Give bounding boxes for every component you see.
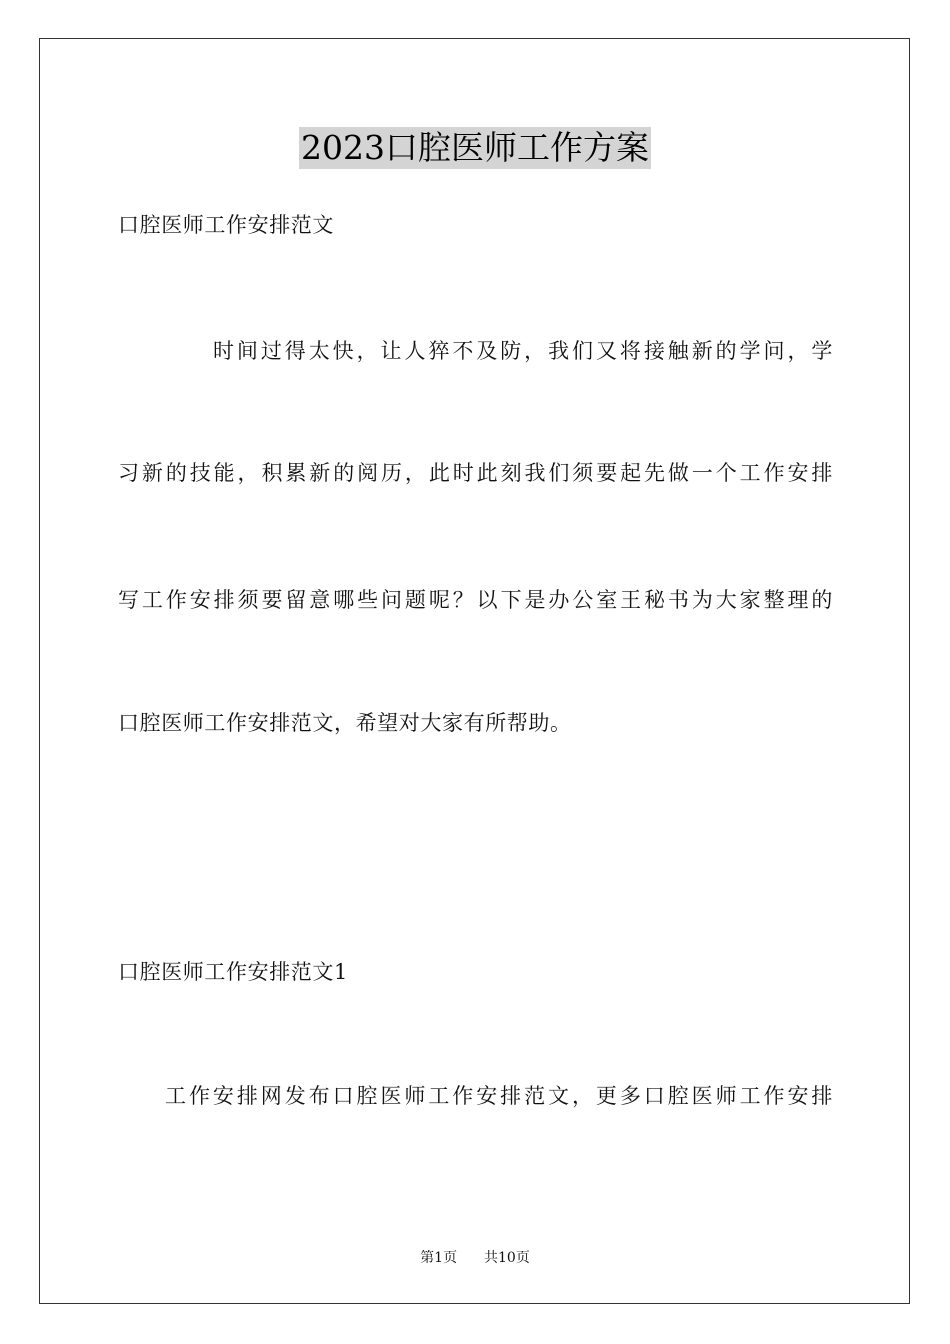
subtitle-line: 口腔医师工作安排范文 <box>118 213 334 237</box>
document-title: 2023口腔医师工作方案 <box>301 128 649 167</box>
section-heading: 口腔医师工作安排范文1 <box>118 960 348 984</box>
page-total: 共10页 <box>484 1250 530 1266</box>
paragraph-line-2: 习新的技能，积累新的阅历，此时此刻我们须要起先做一个工作安排 <box>118 461 833 485</box>
paragraph-line-5: 工作安排网发布口腔医师工作安排范文，更多口腔医师工作安排 <box>165 1084 833 1108</box>
paragraph-line-4: 口腔医师工作安排范文，希望对大家有所帮助。 <box>118 711 572 735</box>
paragraph-line-3: 写工作安排须要留意哪些问题呢？以下是办公室王秘书为大家整理的 <box>118 588 833 612</box>
page-footer <box>0 1249 950 1267</box>
paragraph-line-1: 时间过得太快，让人猝不及防，我们又将接触新的学问，学 <box>213 339 833 363</box>
title-container <box>0 127 950 169</box>
page-number: 第1页 <box>420 1250 458 1266</box>
